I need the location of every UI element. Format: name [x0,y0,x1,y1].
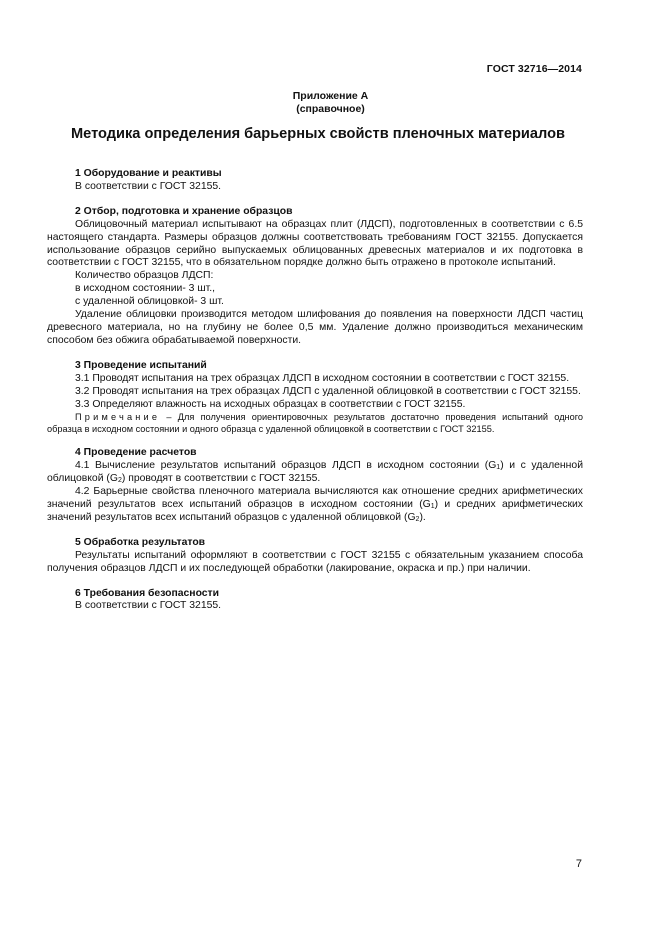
page-number: 7 [575,858,582,870]
paragraph: 3.2 Проводят испытания на трех образцах ЛДСП с удаленной облицовкой в соответствии с ГОСТ 32155. [75,385,581,397]
list-item: с удаленной облицовкой- 3 шт. [75,296,224,308]
appendix-heading [0,90,661,116]
text-run: ) проводят в соответствии с ГОСТ 32155. [121,473,321,485]
subscript: 1 [496,464,501,472]
note-label: Примечание [75,412,161,423]
paragraph: В соответствии с ГОСТ 32155. [75,180,222,192]
note-text: – Для получения ориентировочных результатов достаточно проведения испытаний одного образца в исходном состоянии и одного образца с удаленной облицовкой в соответствии с ГОСТ 32155. [47,412,583,435]
subscript: 1 [430,503,435,511]
paragraph: Количество образцов ЛДСП: [75,270,214,282]
section-safety [47,588,583,614]
paragraph: Удаление облицовки производится методом шлифования до появления на поверхности ЛДСП частиц древесного материала, но на глубину не более 0,5 мм. Удаление должно производиться механическим способом без обжига обрабатываемой поверхности. [47,309,583,346]
paragraph: В соответствии с ГОСТ 32155. [75,600,222,612]
appendix-label: Приложение А [292,90,369,102]
text-run: ) и с удаленной облицовкой (G [47,460,583,485]
document-code: ГОСТ 32716—2014 [486,63,582,75]
note [47,411,583,435]
appendix-type: (справочное) [296,103,365,115]
section-heading: 3 Проведение испытаний [75,359,207,371]
section-equipment [47,168,583,194]
section-heading: 4 Проведение расчетов [75,447,197,459]
section-heading: 6 Требования безопасности [75,587,220,599]
text-run: ). [419,511,426,523]
section-testing [47,360,583,436]
paragraph: 3.3 Определяют влажность на исходных образцах в соответствии с ГОСТ 32155. [75,398,466,410]
section-sampling [47,206,583,348]
text-run: 4.1 Вычисление результатов испытаний образцов ЛДСП в исходном состоянии (G [75,460,497,472]
subscript: 2 [117,477,122,485]
paragraph: Результаты испытаний оформляют в соответствии с ГОСТ 32155 с обязательным указанием способа получения образцов ЛДСП и их последующей обработки (лакирование, окраска и пр.) при наличии. [47,549,583,574]
section-heading: 1 Оборудование и реактивы [75,168,222,179]
section-heading: 2 Отбор, подготовка и хранение образцов [75,205,293,217]
section-results [47,537,583,576]
text-run: ) и средних арифметических значений результатов всех испытаний образцов с удаленной облицовкой (G [47,499,583,523]
text-run: 4.2 Барьерные свойства пленочного материала вычисляются как отношение средних арифметических значений результатов всех испытаний образцов в исходном состоянии (G [47,486,583,511]
document-body [47,168,583,625]
section-calculations [47,447,583,524]
paragraph: Облицовочный материал испытывают на образцах плит (ЛДСП), подготовленных в соответствии с 6.5 настоящего стандарта. Размеры образцов должны соответствовать требованиям ГОСТ 32155. Допускается использование образцов серийно выпускаемых облицованных древесных материалов и их подготовка в соответствии с ГОСТ 32155, что в обязательном порядке должно быть отражено в протоколе испытаний. [47,218,583,269]
section-heading: 5 Обработка результатов [75,536,206,548]
paragraph [47,486,583,525]
paragraph: 3.1 Проводят испытания на трех образцах ЛДСП в исходном состоянии в соответствии с ГОСТ 32155. [75,372,570,384]
list-item: в исходном состоянии- 3 шт., [75,283,216,295]
subscript: 2 [415,515,420,523]
page-title: Методика определения барьерных свойств пленочных материалов [71,126,565,142]
paragraph [47,460,583,486]
